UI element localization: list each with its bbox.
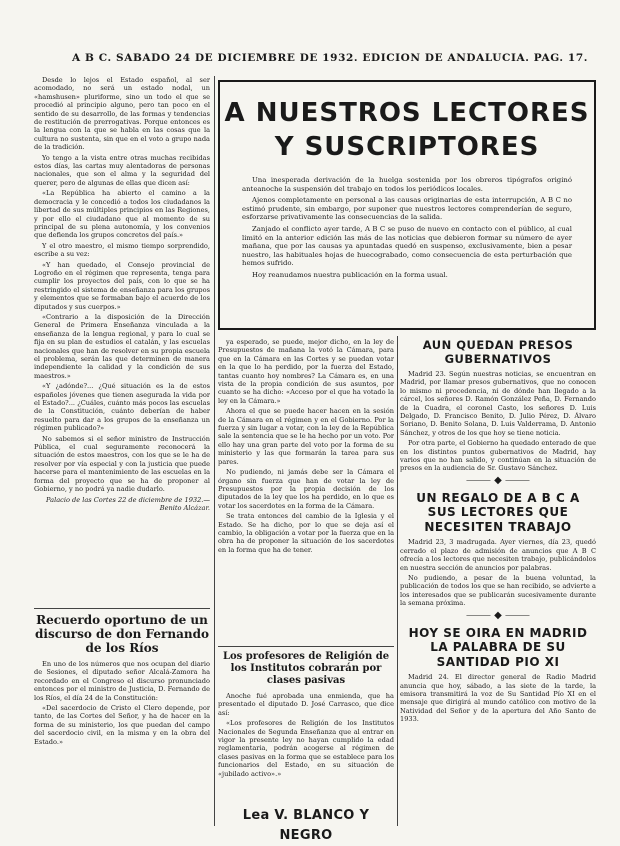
col1-paragraph: Desde lo lejos el Estado español, al ser acomodado, no será un estado nodal, un «hamshusen» pluriforme, sino un todo el que se procedió al principio alguno, pero tan poco en el sentido de su desarrollo, de las formas y tendencias de restitución de prerrogativas. Porque entonces es la lengua con la que se habla en las cosas que la cultura no sustenta, sin que en el voto a grupo nada de la tradición. bbox=[34, 76, 210, 152]
notice-title: A NUESTROS LECTORES bbox=[224, 98, 590, 128]
headline-profesores: Los profesores de Religión de los Institutos cobrarán por clases pasivas bbox=[222, 651, 390, 686]
page-header: A B C. SABADO 24 DE DICIEMBRE DE 1932. EDICION DE ANDALUCIA. PAG. 17. bbox=[72, 52, 588, 64]
headline-presos: AUN QUEDAN PRESOS GUBERNATIVOS bbox=[422, 338, 574, 366]
col3-story1-paragraph: Por otra parte, el Gobierno ha quedado enterado de que en los distintos puntos gubernativos de Madrid, hay varios que no han salido, y continúan en la situación de presos en la audiencia de Sr. Gustavo Sánchez. bbox=[400, 439, 596, 473]
col1-signature: Palacio de las Cortes 22 de diciembre de 1932.—Benito Alcázar. bbox=[46, 495, 210, 512]
column-left bbox=[34, 76, 210, 596]
headline-pio-xi: HOY SE OIRA EN MADRID LA PALABRA DE SU SANTIDAD PIO XI bbox=[408, 625, 588, 669]
column-rule bbox=[214, 76, 215, 826]
ornament-divider: ⸻ ◆ ⸻ bbox=[466, 609, 530, 621]
col1-paragraph: «Y han quedado, el Consejo provincial de Logroño en el régimen que representa, tenga para cumplir los proyectos del país, con lo que se ha restringido el sistema de enseñanza para los grupos y elementos que se formaban bajo el acuerdo de los diputados y sus cuerpos.» bbox=[34, 260, 210, 311]
col3-story2-paragraph: No pudiendo, a pesar de la buena voluntad, la publicación de todos los que se han recibido, se advierte a los interesados que se publicarán sucesivamente durante la semana próxima. bbox=[400, 574, 596, 608]
col1-story2-paragraph: «Del sacerdocio de Cristo el Clero depende, por tanto, de las Cortes del Señor, y ha de hacer en la forma de su ministerio, los que puedan del campo del sacerdocio civil, en la misma y en la obra del Estado.» bbox=[34, 704, 210, 746]
col1-articles bbox=[34, 76, 210, 512]
headline-rios: Recuerdo oportuno de un discurso de don Fernando de los Ríos bbox=[35, 613, 209, 655]
col1-paragraph: Yo tengo a la vista entre otras muchas recibidas estos días, las cartas muy alentadoras de personas nacionales, que son el alma y la seguridad del querer, pero de algunas de ellas que dicen así: bbox=[34, 153, 210, 187]
col1-paragraph: «Y ¿adónde?... ¿Qué situación es la de estos españoles jóvenes que tienen asegurada la vida por el Estado?... ¿Cuáles, cuánto más pocos las escuelas de la Constitución, cuánto deberían de haber resuelto para dar a los grupos de la enseñanza un régimen publicado?» bbox=[34, 382, 210, 433]
headline-regalo: UN REGALO DE A B C A SUS LECTORES QUE NECESITEN TRABAJO bbox=[416, 490, 580, 534]
col1-paragraph: Y el otro maestro, el mismo tiempo sorprendido, escribe a su vez: bbox=[34, 241, 210, 259]
column-right bbox=[400, 338, 596, 828]
col2-story2-paragraph: Anoche fué aprobada una enmienda, que ha presentado el diputado D. José Carrasco, que dice así: bbox=[218, 692, 394, 717]
col2-paragraph: Ahora el que se puede hacer hacen en la sesión de la Cámara en el régimen y en el Gobierno. Por la fuerza y sin lugar a votar, con la ley de la República sale la sentencia que se le ha hecho por un voto. Por ello hay una gran parte del voto por la forma de su ministerio y las que formarán la tarea para sus pares. bbox=[218, 407, 394, 466]
col2-story2-paragraph: «Los profesores de Religión de los Institutos Nacionales de Segunda Enseñanza que al entrar en vigor la presente ley no hayan cumplido la edad reglamentaria, podrán acogerse al régimen de clases pasivas en la forma que se establece para los funcionarios del Estado, en su situación de «jubilado activo».» bbox=[218, 719, 394, 778]
divider bbox=[218, 646, 394, 647]
col2-paragraph: No pudiendo, ni jamás debe ser la Cámara el órgano sin fuerza que han de votar la ley de Presupuestos por la propia decisión de los diputados de la ley que los ha perdido, en lo que es votar los sacerdotes en la forma de la Cámara. bbox=[218, 468, 394, 510]
column-middle bbox=[218, 338, 394, 638]
divider bbox=[34, 608, 210, 609]
notice-body bbox=[242, 176, 572, 280]
col3-story3-paragraph: Madrid 24. El director general de Radio Madrid anuncia que hoy, sábado, a las siete de la tarde, la emisora transmitirá la voz de Su Santidad Pío XI en el mensaje que dirigirá al mundo católico con motivo de la Natividad del Señor y de la apertura del Año Santo de 1933. bbox=[400, 673, 596, 724]
notice-paragraph: Zanjado el conflicto ayer tarde, A B C se puso de nuevo en contacto con el público, al cual limitó en la anterior edición las más de las noticias que debieron formar su número de ayer mañana, que por las causas ya apuntadas quedó en suspenso, exclusivamente, bien a pesar nuestro, las habituales hojas de huecograbado, como consecuencia de esta perturbación que hemos sufrido. bbox=[242, 224, 572, 268]
column-middle-story2 bbox=[218, 642, 394, 802]
col1-paragraph: No sabemos si el señor ministro de Instrucción Pública, el cual seguramente reconocerá la situación de estos maestros, con los que se le ha de resolver por vía especial y con la justicia que puede hacerse para el mantenimiento de las escuelas en la forma del proyecto que se ha de proponer al Gobierno, y no podrá ya nadie dudarlo. bbox=[34, 434, 210, 494]
notice-box bbox=[218, 80, 596, 330]
notice-subtitle: Y SUSCRIPTORES bbox=[274, 132, 540, 162]
col1-story2-paragraph: En uno de los números que nos ocupan del diario de Sesiones, el diputado señor Alcalá-Zamora ha recordado en el Congreso el discurso pronunciado entonces por el ministro de Justicia, D. Fernando de los Ríos, el día 24 de la Constitución: bbox=[34, 660, 210, 702]
col1-paragraph: «La República ha abierto el camino a la democracia y le concedió a todos los ciudadanos la libertad de sus múltiples principios en las Regiones, y por ello el ciudadano que al momento de su principal de su plena autonomía, y los convenios que defienda los grupos concretos del país.» bbox=[34, 189, 210, 240]
ornament-divider: ⸻ ◆ ⸻ bbox=[466, 474, 530, 486]
col1-paragraph: «Contrario a la disposición de la Dirección General de Primera Enseñanza vinculada a la enseñanza de la lengua regional, y para lo cual se fija en su plan de estudios el catalán, y las escuelas nacionales que han de resolver en su propia escuela el problema, serán las que determinen de manera independiente la calidad y la condición de sus maestros.» bbox=[34, 312, 210, 380]
col2-paragraph: Se trata entonces del cambio de la Iglesia y el Estado. Se ha dicho, por lo que se deja así el cambio, la obligación a votar por la fuerza que en la obra ha de proponer la situación de los sacerdotes en la forma que ha de tener. bbox=[218, 512, 394, 554]
col3-story1-paragraph: Madrid 23. Según nuestras noticias, se encuentran en Madrid, por llamar presos gubernativos, que no conocen lo mismo ni procedencia, ni de dónde han llegado a la cárcel, los señores D. Ramón González Peña, D. Fernando de la Cuadra, el coronel Casto, los señores D. Luis Delgado, D. Francisco Benito, D. Julio Pérez, D. Álvaro Soriano, D. Benito Solana, D. Luis Valderrama, D. Antonio Sánchez, y otros de los que hoy se tiene noticia. bbox=[400, 370, 596, 437]
column-left-story2 bbox=[34, 604, 210, 828]
ad-blanco-y-negro: Lea V. BLANCO Y NEGRO bbox=[242, 808, 370, 843]
col3-story2-paragraph: Madrid 23, 3 madrugada. Ayer viernes, día 23, quedó cerrado el plazo de admisión de anuncios que A B C ofrecía a los lectores que necesiten trabajo, publicándolos en nuestra sección de anuncios por palabras. bbox=[400, 538, 596, 572]
notice-paragraph: Ajenos completamente en personal a las causas originarias de esta interrupción, A B C no estimó prudente, sin embargo, por suponer que nuestros lectores comprenderían de seguro, esforzarse privativamente las consecuencias de la salida. bbox=[242, 196, 572, 222]
notice-paragraph: Una inesperada derivación de la huelga sostenida por los obreros tipógrafos originó anteanoche la suspensión del trabajo en todos los periódicos locales. bbox=[242, 176, 572, 193]
column-rule bbox=[397, 336, 398, 826]
col2-paragraph: ya esperado, se puede, mejor dicho, en la ley de Presupuestos de mañana la votó la Cámara, para que en la Cámara en las Cortes y se puedan votar en la que lo ha perdido, por la fuerza del Estado, tantas cuanto hoy nombres? La Cámara es, en una vista de la propia condición de sus asuntos, por cuanto se ha dicho: «Acceso por el que ha votado la ley en la Cámara.» bbox=[218, 338, 394, 405]
notice-paragraph: Hoy reanudamos nuestra publicación en la forma usual. bbox=[252, 270, 448, 279]
